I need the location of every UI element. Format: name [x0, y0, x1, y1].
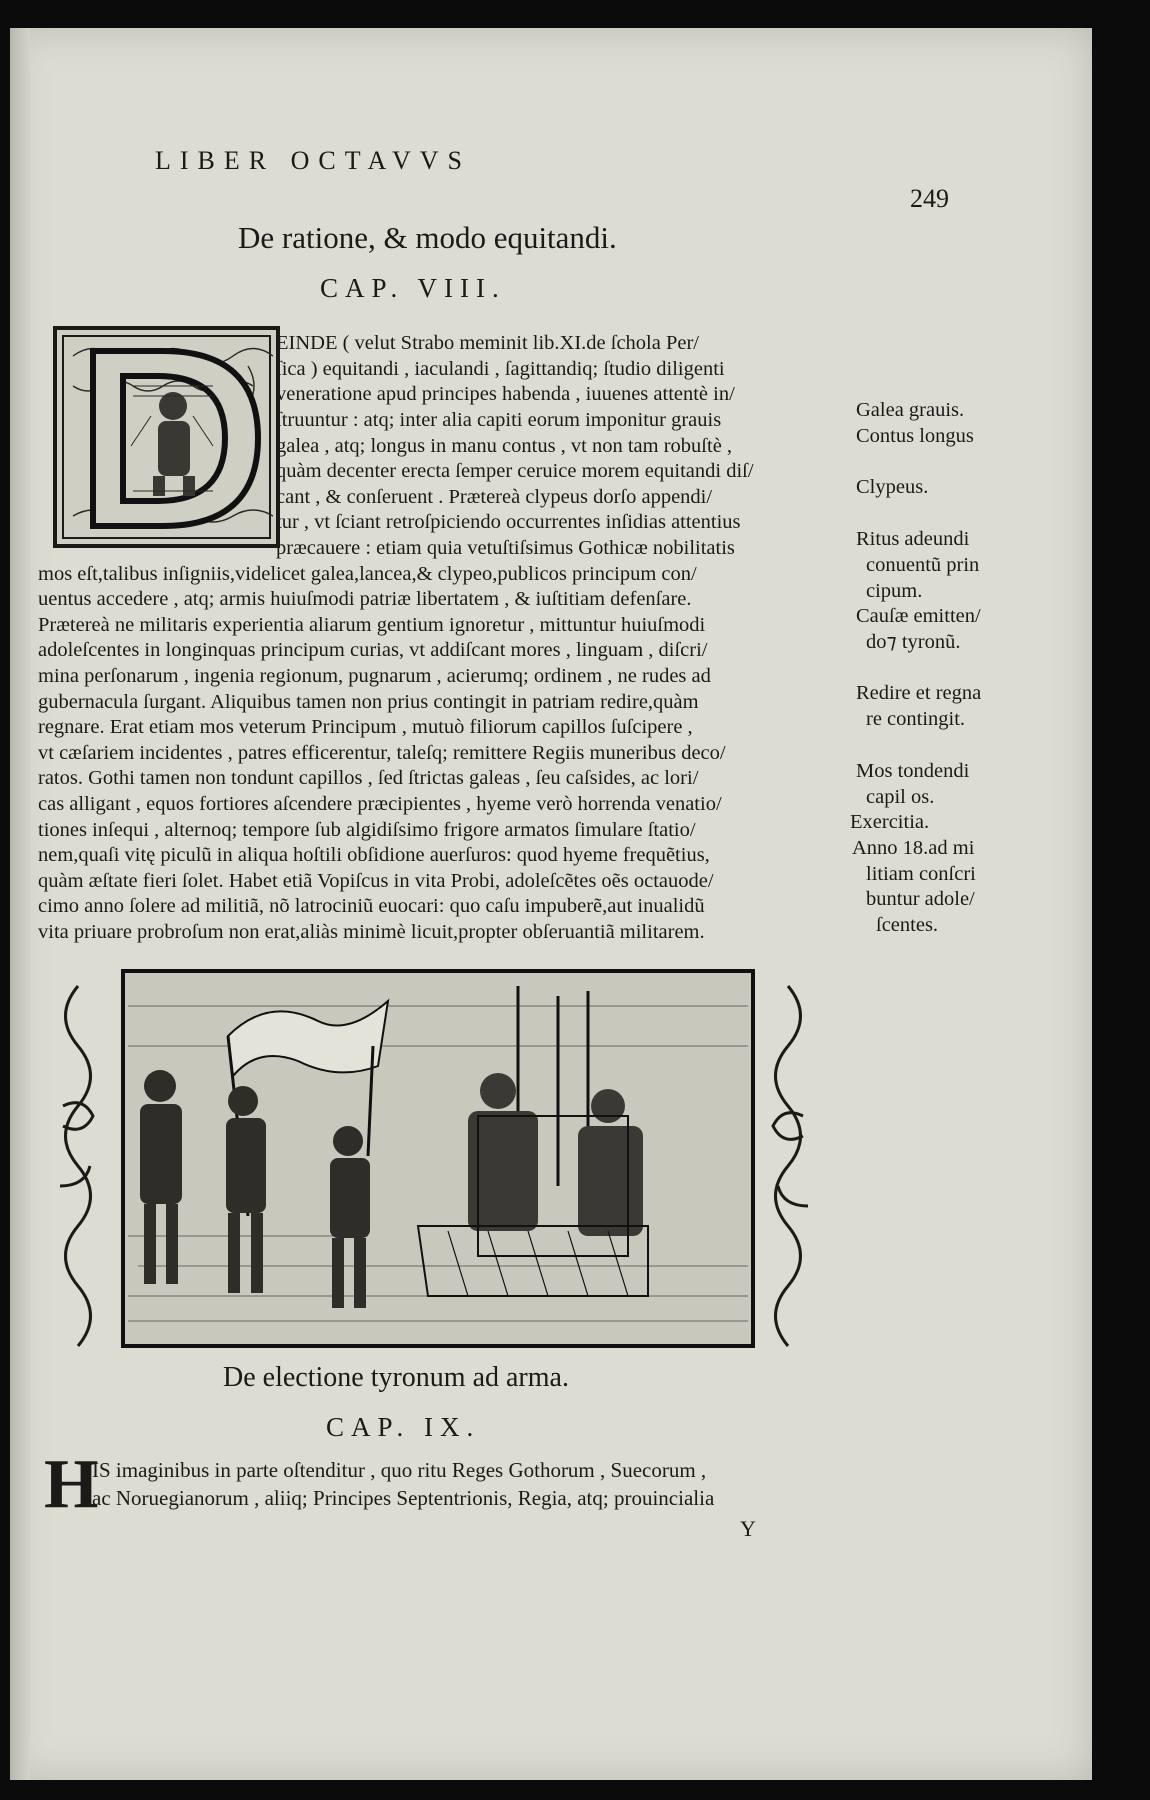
text-line: regnare. Erat etiam mos veterum Principum , mutuò filiorum capillos ſuſcipere ,	[38, 716, 693, 738]
text-line: quàm decenter erecta ſemper ceruice morem equitandi diſ/	[276, 460, 754, 482]
text-line: ratos. Gothi tamen non tondunt capillos , ſed ſtrictas galeas , ſeu caſsides, ac lori/	[38, 767, 699, 789]
book-page	[10, 28, 1092, 1780]
text-line: quàm æſtate fieri ſolet. Habet etiã Vopiſcus in vita Probi, adoleſcẽtes oẽs octauode/	[38, 870, 714, 892]
side-note: do⁊ tyronũ.	[866, 631, 961, 653]
side-note: capil os.	[866, 786, 935, 808]
chapter-8-number: CAP. VIII.	[320, 273, 506, 303]
text-line: cant , & conſeruent . Prætereà clypeus dorſo appendi/	[276, 486, 713, 508]
woodcut-illustration-image	[48, 966, 828, 1351]
side-note: Galea grauis.	[856, 399, 965, 421]
text-line: mina perſonarum , ingenia regionum, pugnarum , acierumq; ordinem , ne rudes ad	[38, 665, 711, 687]
text-line: vita priuare probroſum non erat,aliàs minimè licuit,propter obſeruantiã militarem.	[38, 921, 705, 943]
page-number: 249	[910, 184, 949, 213]
facing-page-edge	[10, 28, 30, 1780]
illustration-caption: De electione tyronum ad arma.	[223, 1362, 569, 1393]
side-note: litiam conſcri	[866, 863, 976, 885]
side-note: Exercitia.	[850, 811, 930, 833]
side-note: Mos tondendi	[856, 760, 970, 782]
text-line: tur , vt ſciant retroſpiciendo occurrentes inſidias attentius	[276, 511, 741, 533]
side-note: Cauſæ emitten/	[856, 605, 981, 627]
running-head: LIBER OCTAVVS	[155, 146, 471, 175]
side-note: Anno 18.ad mi	[852, 837, 975, 859]
text-line: gubernacula ſurgant. Aliquibus tamen non prius contingit in patriam redire,quàm	[38, 691, 699, 713]
text-line: Prætereà ne militaris experientia aliarum gentium ignoretur , mittuntur huiuſmodi	[38, 614, 706, 636]
text-line: ſica ) equitandi , iaculandi , ſagittandiq; ſtudio diligenti	[276, 358, 725, 380]
text-line: adoleſcentes in longinquas principum curias, vt addiſcant mores , linguam , diſcri/	[38, 639, 708, 661]
side-note: buntur adole/	[866, 888, 975, 910]
side-note: Ritus adeundi	[856, 528, 970, 550]
text-line: uentus accedere , atq; armis huiuſmodi patriæ libertatem , & iuſtitiam defenſare.	[38, 588, 692, 610]
text-line: cas alligant , equos fortiores aſcendere præcipientes , hyeme verò horrenda venatio/	[38, 793, 722, 815]
text-line: ſtruuntur : atq; inter alia capiti eorum imponitur grauis	[276, 409, 722, 431]
side-note: Clypeus.	[856, 476, 929, 498]
chapter-8-title: De ratione, & modo equitandi.	[238, 220, 617, 255]
text-line: ac Noruegianorum , aliiq; Principes Septentrionis, Regia, atq; prouincialia	[92, 1486, 715, 1510]
text-line: EINDE ( velut Strabo meminit lib.XI.de ſchola Per/	[276, 332, 700, 354]
initial-letter-h: H	[44, 1446, 99, 1523]
chapter-9-number: CAP. IX.	[326, 1412, 481, 1442]
text-line: cimo anno ſolere ad militiã, nõ latrociniũ euocari: quo caſu impuberẽ,aut inualidũ	[38, 895, 705, 917]
side-note: conuentũ prin	[866, 554, 980, 576]
side-note: Contus longus	[856, 425, 974, 447]
text-line: vt cæſariem incidentes , patres efficerentur, taleſq; remittere Regiis muneribus deco/	[38, 742, 726, 764]
signature-mark: Y	[740, 1516, 756, 1541]
text-line: galea , atq; longus in manu contus , vt non tam robuſtè ,	[276, 435, 733, 457]
text-line: veneratione apud principes habenda , iuuenes attentè in/	[276, 383, 735, 405]
decorated-initial-d-image	[53, 326, 280, 548]
side-note: cipum.	[866, 580, 923, 602]
text-line: nem,quaſi vitę pіculũ in aliqua hoſtili obſidione auerſuros: quod hyeme frequẽtius,	[38, 844, 710, 866]
text-line: præcauere : etiam quia vetuſtiſsimus Gothicæ nobilitatis	[276, 537, 735, 559]
text-line: tiones inſequi , alternoq; tempore ſub algidiſsimo frigore armatos ſimulare ſtatio/	[38, 819, 696, 841]
text-line: IS imaginibus in parte oſtenditur , quo ritu Reges Gothorum , Suecorum ,	[92, 1458, 707, 1482]
side-note: re contingit.	[866, 708, 966, 730]
text-line: mos eſt,talibus inſigniis,videlicet galea,lancea,& clypeo,publicos principum con/	[38, 563, 697, 585]
side-note: ſcentes.	[876, 914, 939, 936]
side-note: Redire et regna	[856, 682, 982, 704]
